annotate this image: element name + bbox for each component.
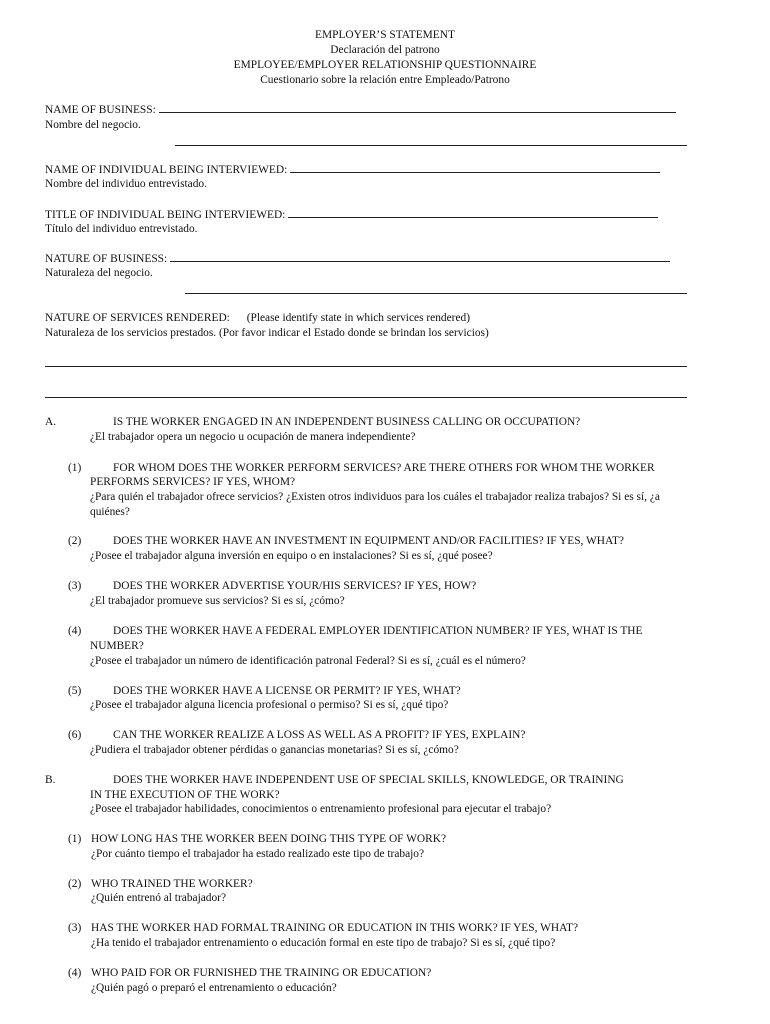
form-header [0,28,770,88]
b4-question-en: WHO PAID FOR OR FURNISHED THE TRAINING OR EDUCATION? [91,967,432,979]
a2-question-en: DOES THE WORKER HAVE AN INVESTMENT IN EQUIPMENT AND/OR FACILITIES? IF YES, WHAT? [113,535,624,547]
b2-question-en: WHO TRAINED THE WORKER? [91,878,253,890]
individual-title-label: TITLE OF INDIVIDUAL BEING INTERVIEWED: [45,209,286,221]
a2-number: (2) [68,535,82,547]
b3-question-es: ¿Ha tenido el trabajador entrenamiento o educación formal en este tipo de trabajo? Si es sí, ¿qué tipo? [91,937,556,949]
section-b-question-es: ¿Posee el trabajador habilidades, conocimientos o entrenamiento profesional para ejecutar el trabajo? [90,803,552,815]
business-name-field [45,102,690,118]
b4-number: (4) [68,967,82,979]
services-line-2[interactable] [45,397,687,398]
services-nature-es: Naturaleza de los servicios prestados. (Por favor indicar el Estado donde se brindan los servicios) [45,327,489,339]
a4-number: (4) [68,625,82,637]
a5-question-en: DOES THE WORKER HAVE A LICENSE OR PERMIT? IF YES, WHAT? [113,685,461,697]
a3-question-en: DOES THE WORKER ADVERTISE YOUR/HIS SERVICES? IF YES, HOW? [113,580,477,592]
a6-number: (6) [68,729,82,741]
section-b-question-cont: IN THE EXECUTION OF THE WORK? [90,789,280,801]
b3-question-en: HAS THE WORKER HAD FORMAL TRAINING OR EDUCATION IN THIS WORK? IF YES, WHAT? [91,922,579,934]
section-a-question: IS THE WORKER ENGAGED IN AN INDEPENDENT BUSINESS CALLING OR OCCUPATION? [113,416,581,428]
a1-number: (1) [68,462,82,474]
business-name-es: Nombre del negocio. [45,119,141,131]
section-a-letter: A. [45,416,57,428]
b1-question-es: ¿Por cuánto tiempo el trabajador ha estado realizado este tipo de trabajo? [91,848,425,860]
individual-name-field [45,162,690,178]
title-en: EMPLOYER’S STATEMENT [315,29,455,41]
business-nature-line-2[interactable] [185,293,687,294]
a5-number: (5) [68,685,82,697]
services-line-1[interactable] [45,366,687,367]
a1-question-en-cont: PERFORMS SERVICES? IF YES, WHOM? [90,476,296,488]
business-nature-line[interactable] [170,251,670,262]
a3-number: (3) [68,580,82,592]
services-nature-field [45,311,690,326]
a4-question-en-cont: NUMBER? [90,640,144,652]
a6-question-es: ¿Pudiera el trabajador obtener pérdidas o ganancias monetarias? Si es sí, ¿cómo? [90,744,459,756]
a2-question-es: ¿Posee el trabajador alguna inversión en equipo o en instalaciones? Si es sí, ¿qué posee? [90,550,493,562]
business-name-label: NAME OF BUSINESS: [45,104,156,116]
section-a-question-es: ¿El trabajador opera un negocio u ocupación de manera independiente? [90,431,416,443]
business-nature-es: Naturaleza del negocio. [45,267,153,279]
section-b-question: DOES THE WORKER HAVE INDEPENDENT USE OF SPECIAL SKILLS, KNOWLEDGE, OR TRAINING [113,774,624,786]
subtitle-en: EMPLOYEE/EMPLOYER RELATIONSHIP QUESTIONNAIRE [233,59,537,71]
a3-question-es: ¿El trabajador promueve sus servicios? Si es sí, ¿cómo? [90,595,345,607]
services-nature-label: NATURE OF SERVICES RENDERED: [45,312,230,324]
title-es: Declaración del patrono [330,44,440,56]
a1-question-es: ¿Para quién el trabajador ofrece servicios? ¿Existen otros individuos para los cuáles el trabajador realiza trabajos? Si es sí, ¿a [90,491,660,503]
a4-question-es: ¿Posee el trabajador un número de identificación patronal Federal? Si es sí, ¿cuál es el número? [90,655,526,667]
subtitle-es: Cuestionario sobre la relación entre Empleado/Patrono [260,74,510,86]
b2-number: (2) [68,878,82,890]
a1-question-en: FOR WHOM DOES THE WORKER PERFORM SERVICES? ARE THERE OTHERS FOR WHOM THE WORKER [113,462,655,474]
individual-name-label: NAME OF INDIVIDUAL BEING INTERVIEWED: [45,164,288,176]
individual-title-es: Título del individuo entrevistado. [45,223,198,235]
section-b-letter: B. [45,774,56,786]
business-nature-label: NATURE OF BUSINESS: [45,253,168,265]
business-name-line[interactable] [159,102,676,113]
b1-question-en: HOW LONG HAS THE WORKER BEEN DOING THIS TYPE OF WORK? [91,833,447,845]
services-nature-note: (Please identify state in which services rendered) [246,312,470,324]
b3-number: (3) [68,922,82,934]
b2-question-es: ¿Quién entrenó al trabajador? [91,892,227,904]
a5-question-es: ¿Posee el trabajador alguna licencia profesional o permiso? Si es sí, ¿qué tipo? [90,699,449,711]
individual-title-field [45,207,690,223]
a6-question-en: CAN THE WORKER REALIZE A LOSS AS WELL AS A PROFIT? IF YES, EXPLAIN? [113,729,526,741]
individual-title-line[interactable] [288,207,658,218]
b1-number: (1) [68,833,82,845]
individual-name-es: Nombre del individuo entrevistado. [45,178,207,190]
a4-question-en: DOES THE WORKER HAVE A FEDERAL EMPLOYER IDENTIFICATION NUMBER? IF YES, WHAT IS THE [113,625,643,637]
a1-question-es-cont: quiénes? [90,506,130,518]
business-name-line-2[interactable] [175,145,687,146]
b4-question-es: ¿Quién pagó o preparó el entrenamiento o educación? [91,982,337,994]
business-nature-field [45,251,690,267]
individual-name-line[interactable] [290,162,660,173]
